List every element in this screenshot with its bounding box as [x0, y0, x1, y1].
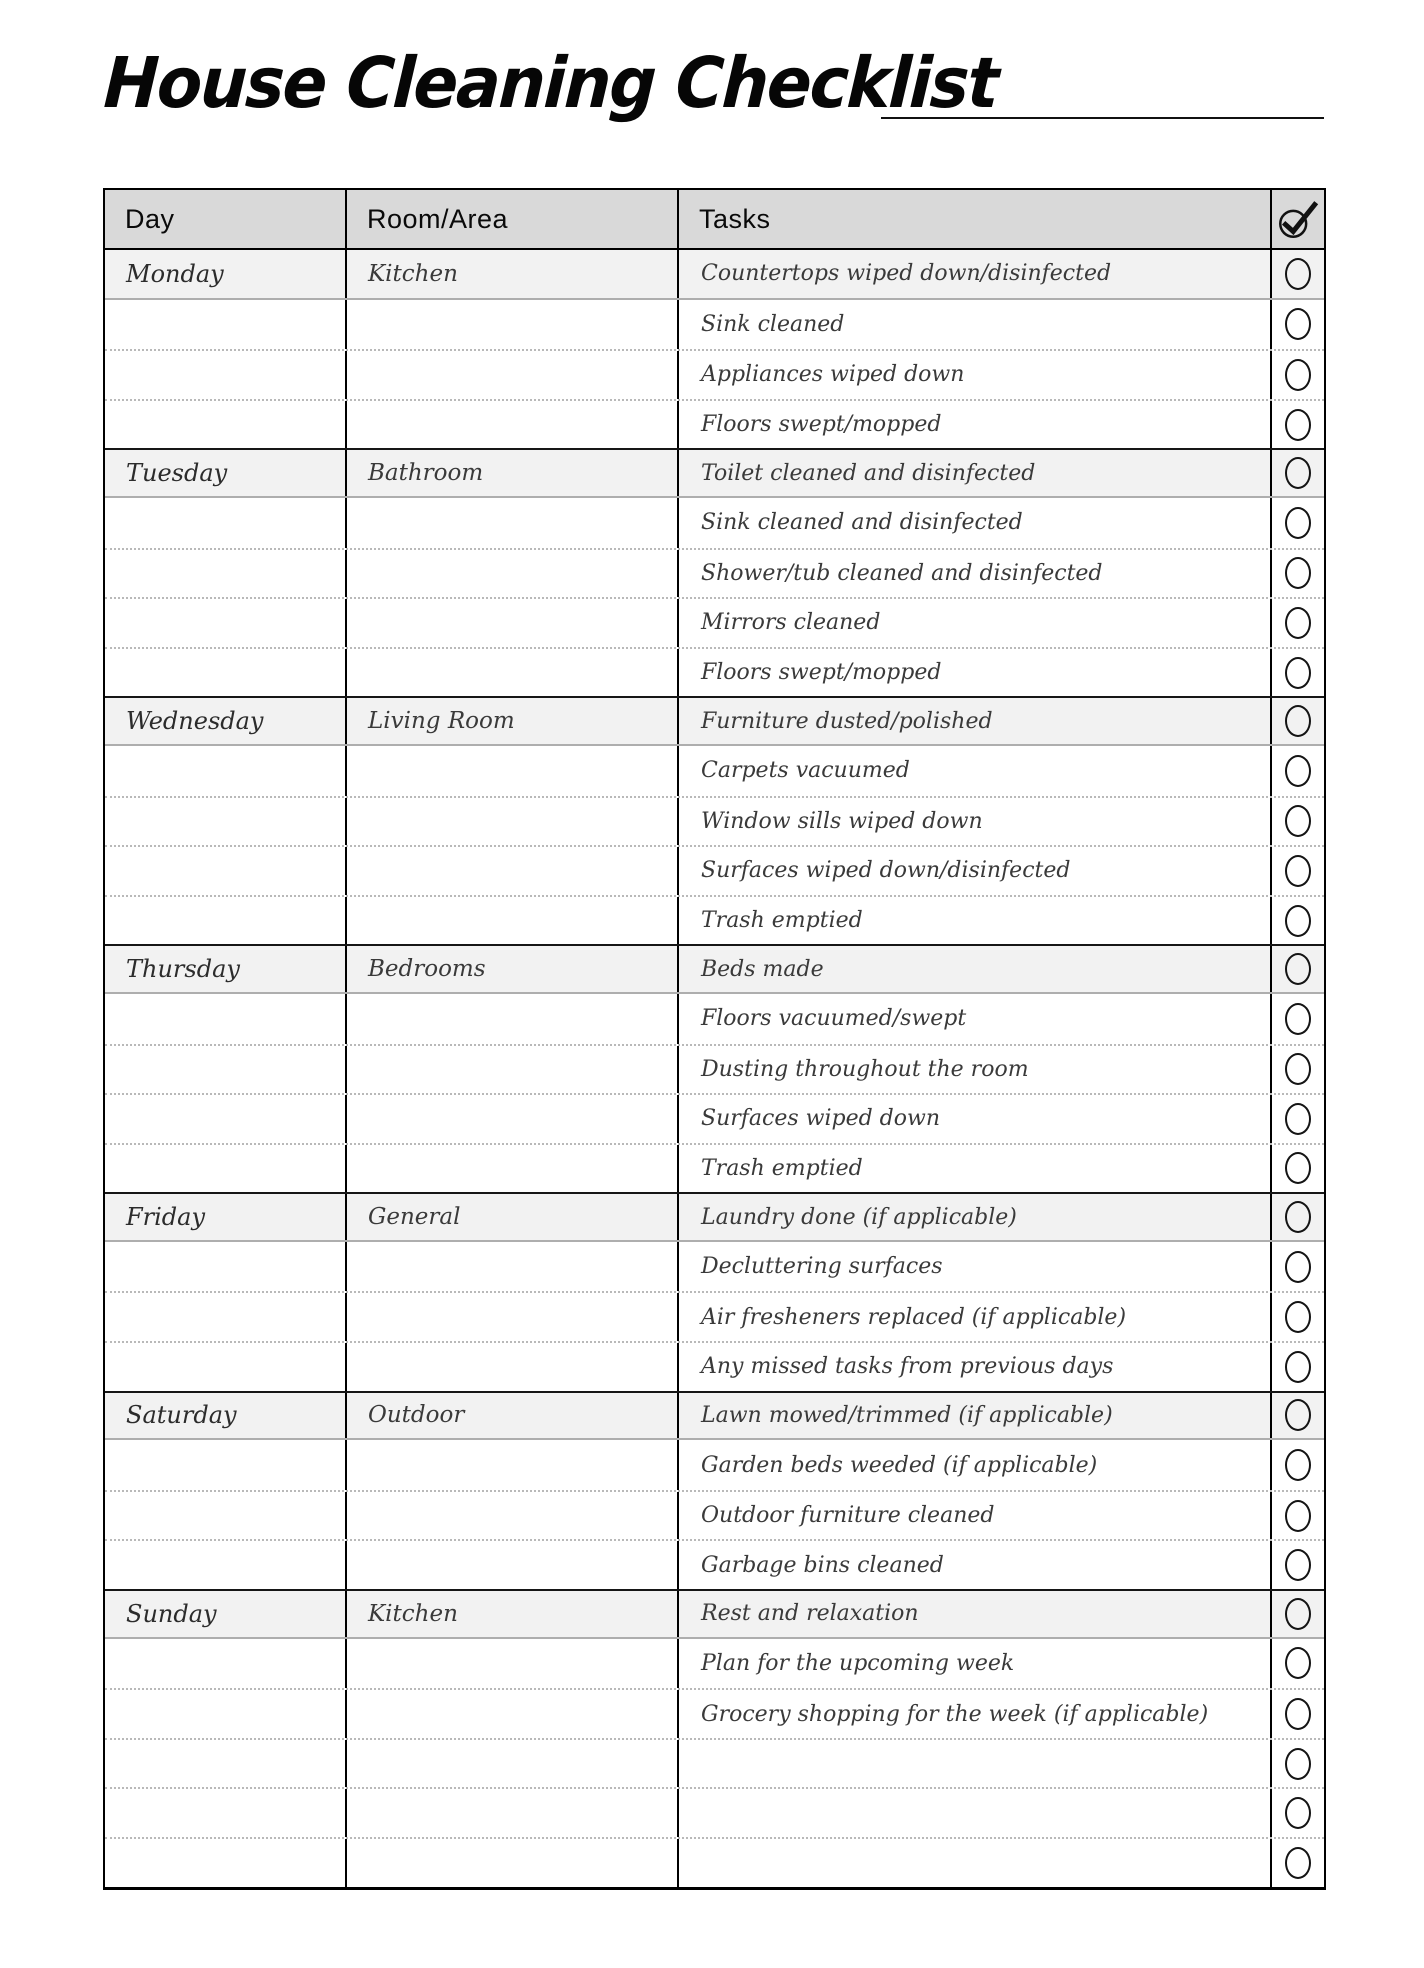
table-row [105, 597, 1324, 647]
task-cell [679, 946, 1272, 992]
room-cell [347, 1639, 679, 1689]
room-cell [347, 1293, 679, 1341]
table-row [105, 1291, 1324, 1341]
room-cell-label: Outdoor [368, 1402, 465, 1429]
task-cell [679, 401, 1272, 449]
task-cell-label: Any missed tasks from previous days [701, 1354, 1114, 1380]
room-cell [347, 1242, 679, 1292]
task-cell-label: Grocery shopping for the week (if applicable) [701, 1701, 1209, 1727]
day-cell [105, 798, 347, 846]
room-cell-label: Kitchen [368, 260, 458, 287]
task-cell [679, 1095, 1272, 1143]
day-cell-label: Tuesday [126, 459, 228, 488]
room-cell [347, 1690, 679, 1738]
day-cell [105, 1690, 347, 1738]
table-row [105, 696, 1324, 746]
task-cell-label: Countertops wiped down/disinfected [701, 261, 1112, 287]
day-cell [105, 550, 347, 598]
task-cell-label: Surfaces wiped down [701, 1106, 941, 1132]
task-cell-label: Carpets vacuumed [701, 758, 910, 784]
task-cell [679, 1440, 1272, 1490]
day-cell [105, 1145, 347, 1193]
check-circle-icon [1275, 196, 1321, 242]
day-cell [105, 1343, 347, 1391]
table-row [105, 349, 1324, 399]
check-cell [1272, 746, 1324, 796]
room-cell [347, 1591, 679, 1637]
check-cell [1272, 1492, 1324, 1540]
table-header-row [105, 190, 1324, 250]
checkbox-circle[interactable] [1285, 607, 1311, 639]
day-cell [105, 351, 347, 399]
table-row [105, 1539, 1324, 1589]
table-row [105, 1242, 1324, 1292]
day-cell [105, 1740, 347, 1788]
day-cell [105, 1393, 347, 1439]
check-cell [1272, 994, 1324, 1044]
room-cell [347, 300, 679, 350]
table-body [105, 250, 1324, 1887]
day-cell [105, 746, 347, 796]
checkbox-circle[interactable] [1285, 1103, 1311, 1135]
table-row [105, 1143, 1324, 1193]
checkbox-circle[interactable] [1285, 1647, 1311, 1679]
task-cell-label: Shower/tub cleaned and disinfected [701, 560, 1103, 586]
check-cell [1272, 401, 1324, 449]
task-cell [679, 1194, 1272, 1240]
checkbox-circle[interactable] [1285, 1351, 1311, 1383]
day-cell [105, 1242, 347, 1292]
table-row [105, 1093, 1324, 1143]
task-cell-label: Laundry done (if applicable) [701, 1204, 1017, 1230]
checkbox-circle[interactable] [1285, 1053, 1311, 1085]
day-cell [105, 1789, 347, 1837]
task-cell-label: Window sills wiped down [701, 808, 983, 834]
day-cell [105, 1839, 347, 1887]
day-cell [105, 649, 347, 697]
room-cell [347, 1541, 679, 1589]
table-row [105, 1192, 1324, 1242]
check-cell [1272, 599, 1324, 647]
day-cell [105, 1046, 347, 1094]
task-cell-label: Lawn mowed/trimmed (if applicable) [701, 1402, 1113, 1428]
room-cell [347, 946, 679, 992]
day-cell-label: Friday [126, 1203, 206, 1232]
room-cell [347, 1343, 679, 1391]
day-cell [105, 1194, 347, 1240]
day-cell [105, 698, 347, 744]
check-cell [1272, 897, 1324, 945]
task-cell [679, 897, 1272, 945]
room-cell [347, 746, 679, 796]
day-cell [105, 401, 347, 449]
check-cell [1272, 250, 1324, 298]
room-cell-label: Bathroom [368, 460, 484, 487]
day-cell [105, 450, 347, 496]
task-cell-label: Sink cleaned and disinfected [701, 510, 1023, 536]
room-cell [347, 649, 679, 697]
page-title: House Cleaning Checklist [102, 42, 1000, 124]
room-cell [347, 550, 679, 598]
check-cell [1272, 550, 1324, 598]
day-cell [105, 1293, 347, 1341]
task-cell-label: Decluttering surfaces [701, 1254, 943, 1280]
check-cell [1272, 450, 1324, 496]
table-row [105, 1391, 1324, 1441]
task-cell [679, 250, 1272, 298]
task-cell [679, 649, 1272, 697]
check-cell [1272, 649, 1324, 697]
table-row [105, 1490, 1324, 1540]
checkbox-circle[interactable] [1285, 409, 1311, 441]
day-cell [105, 599, 347, 647]
checkbox-circle[interactable] [1285, 1201, 1311, 1233]
room-cell [347, 897, 679, 945]
task-cell [679, 450, 1272, 496]
task-cell [679, 351, 1272, 399]
task-cell-label: Trash emptied [701, 1155, 863, 1181]
task-cell-label: Toilet cleaned and disinfected [701, 460, 1036, 486]
checkbox-circle[interactable] [1285, 705, 1311, 737]
task-cell [679, 1145, 1272, 1193]
checkbox-circle[interactable] [1285, 507, 1311, 539]
day-cell [105, 1541, 347, 1589]
day-cell-label: Sunday [126, 1599, 217, 1628]
task-cell-label: Mirrors cleaned [701, 610, 881, 636]
checkbox-circle[interactable] [1285, 1152, 1311, 1184]
day-cell-label: Thursday [126, 955, 240, 984]
checkbox-circle[interactable] [1285, 1449, 1311, 1481]
table-row [105, 845, 1324, 895]
table-row [105, 994, 1324, 1044]
checkbox-circle[interactable] [1285, 557, 1311, 589]
check-cell [1272, 1440, 1324, 1490]
task-cell [679, 300, 1272, 350]
table-row [105, 1589, 1324, 1639]
room-cell-label: Kitchen [368, 1600, 458, 1627]
day-cell [105, 1492, 347, 1540]
checkbox-circle[interactable] [1285, 1301, 1311, 1333]
check-cell [1272, 1343, 1324, 1391]
table-row [105, 448, 1324, 498]
room-cell [347, 1492, 679, 1540]
table-row [105, 548, 1324, 598]
check-cell [1272, 1242, 1324, 1292]
checkbox-circle[interactable] [1285, 1003, 1311, 1035]
table-row [105, 1787, 1324, 1837]
checkbox-circle[interactable] [1285, 805, 1311, 837]
table-row [105, 1837, 1324, 1887]
task-cell-label: Outdoor furniture cleaned [701, 1503, 995, 1529]
room-cell [347, 1194, 679, 1240]
room-cell [347, 1789, 679, 1837]
task-cell-label: Beds made [701, 956, 824, 982]
check-cell [1272, 847, 1324, 895]
day-cell [105, 250, 347, 298]
check-cell [1272, 1393, 1324, 1439]
task-cell-label: Dusting throughout the room [701, 1056, 1029, 1082]
table-row [105, 944, 1324, 994]
check-cell [1272, 1740, 1324, 1788]
task-cell-label: Furniture dusted/polished [701, 708, 993, 734]
check-cell [1272, 1591, 1324, 1637]
task-cell [679, 1393, 1272, 1439]
room-cell-label: Bedrooms [368, 956, 486, 983]
check-cell [1272, 1639, 1324, 1689]
checkbox-circle[interactable] [1285, 905, 1311, 937]
room-cell [347, 351, 679, 399]
task-cell-label: Floors vacuumed/swept [701, 1006, 967, 1032]
checkbox-circle[interactable] [1285, 1847, 1311, 1879]
checkbox-circle[interactable] [1285, 657, 1311, 689]
task-cell [679, 1740, 1272, 1788]
task-cell-label: Garbage bins cleaned [701, 1552, 944, 1578]
day-cell [105, 1591, 347, 1637]
room-cell [347, 1095, 679, 1143]
task-cell-label: Appliances wiped down [701, 362, 965, 388]
room-cell [347, 498, 679, 548]
check-cell [1272, 1789, 1324, 1837]
day-cell [105, 1440, 347, 1490]
checkbox-circle[interactable] [1285, 359, 1311, 391]
task-cell [679, 1293, 1272, 1341]
task-cell [679, 1343, 1272, 1391]
table-row [105, 1688, 1324, 1738]
check-cell [1272, 1690, 1324, 1738]
checkbox-circle[interactable] [1285, 1549, 1311, 1581]
day-cell [105, 1095, 347, 1143]
day-cell-label: Monday [126, 259, 224, 288]
task-cell-label: Garden beds weeded (if applicable) [701, 1452, 1098, 1478]
checkbox-circle[interactable] [1285, 1797, 1311, 1829]
task-cell [679, 798, 1272, 846]
table-row [105, 1044, 1324, 1094]
room-cell [347, 698, 679, 744]
table-row [105, 647, 1324, 697]
room-cell [347, 1145, 679, 1193]
header-day: Day [105, 190, 347, 248]
task-cell [679, 1839, 1272, 1887]
table-row [105, 895, 1324, 945]
table-row [105, 498, 1324, 548]
table-row [105, 796, 1324, 846]
day-cell [105, 847, 347, 895]
day-cell [105, 498, 347, 548]
task-cell [679, 1639, 1272, 1689]
checkbox-circle[interactable] [1285, 1500, 1311, 1532]
table-row [105, 1639, 1324, 1689]
room-cell [347, 450, 679, 496]
checkbox-circle[interactable] [1285, 1748, 1311, 1780]
task-cell-label: Surfaces wiped down/disinfected [701, 858, 1071, 884]
day-cell [105, 946, 347, 992]
check-cell [1272, 698, 1324, 744]
task-cell-label: Sink cleaned [701, 311, 845, 337]
checkbox-circle[interactable] [1285, 953, 1311, 985]
checkbox-circle[interactable] [1285, 855, 1311, 887]
room-cell [347, 250, 679, 298]
task-cell [679, 550, 1272, 598]
check-cell [1272, 1095, 1324, 1143]
task-cell [679, 1242, 1272, 1292]
task-cell-label: Floors swept/mopped [701, 412, 942, 438]
task-cell [679, 498, 1272, 548]
check-cell [1272, 1839, 1324, 1887]
room-cell [347, 1393, 679, 1439]
check-cell [1272, 1046, 1324, 1094]
room-cell [347, 1440, 679, 1490]
day-cell-label: Wednesday [126, 707, 264, 736]
task-cell [679, 1789, 1272, 1837]
table-row [105, 300, 1324, 350]
table-row [105, 399, 1324, 449]
header-tasks: Tasks [679, 190, 1272, 248]
check-cell [1272, 351, 1324, 399]
header-room-area: Room/Area [347, 190, 679, 248]
table-row [105, 1341, 1324, 1391]
room-cell [347, 847, 679, 895]
task-cell-label: Air fresheners replaced (if applicable) [701, 1304, 1127, 1330]
checkbox-circle[interactable] [1285, 258, 1311, 290]
task-cell [679, 1591, 1272, 1637]
room-cell [347, 401, 679, 449]
task-cell [679, 994, 1272, 1044]
room-cell [347, 1740, 679, 1788]
room-cell [347, 1046, 679, 1094]
day-cell [105, 994, 347, 1044]
task-cell [679, 746, 1272, 796]
day-cell [105, 897, 347, 945]
task-cell [679, 1690, 1272, 1738]
task-cell-label: Plan for the upcoming week [701, 1650, 1015, 1676]
room-cell-label: General [368, 1204, 461, 1231]
check-cell [1272, 1541, 1324, 1589]
task-cell-label: Rest and relaxation [701, 1601, 919, 1627]
check-cell [1272, 1145, 1324, 1193]
checkbox-circle[interactable] [1285, 308, 1311, 340]
checkbox-circle[interactable] [1285, 457, 1311, 489]
task-cell-label: Floors swept/mopped [701, 660, 942, 686]
checkbox-circle[interactable] [1285, 1399, 1311, 1431]
cleaning-table [103, 188, 1326, 1890]
header-check-cell [1272, 190, 1324, 248]
room-cell [347, 599, 679, 647]
day-cell [105, 1639, 347, 1689]
task-cell [679, 1541, 1272, 1589]
day-cell [105, 300, 347, 350]
checkbox-circle[interactable] [1285, 1598, 1311, 1630]
check-cell [1272, 798, 1324, 846]
room-cell [347, 994, 679, 1044]
checkbox-circle[interactable] [1285, 755, 1311, 787]
check-cell [1272, 300, 1324, 350]
room-cell [347, 1839, 679, 1887]
task-cell-label: Trash emptied [701, 908, 863, 934]
task-cell [679, 698, 1272, 744]
task-cell [679, 1492, 1272, 1540]
check-cell [1272, 946, 1324, 992]
task-cell [679, 1046, 1272, 1094]
check-cell [1272, 1194, 1324, 1240]
table-row [105, 250, 1324, 300]
table-row [105, 1738, 1324, 1788]
day-cell-label: Saturday [126, 1401, 237, 1430]
checkbox-circle[interactable] [1285, 1698, 1311, 1730]
title-underline [881, 117, 1324, 119]
table-row [105, 746, 1324, 796]
room-cell [347, 798, 679, 846]
check-cell [1272, 498, 1324, 548]
task-cell [679, 847, 1272, 895]
check-cell [1272, 1293, 1324, 1341]
task-cell [679, 599, 1272, 647]
checkbox-circle[interactable] [1285, 1251, 1311, 1283]
table-row [105, 1440, 1324, 1490]
room-cell-label: Living Room [368, 708, 515, 735]
